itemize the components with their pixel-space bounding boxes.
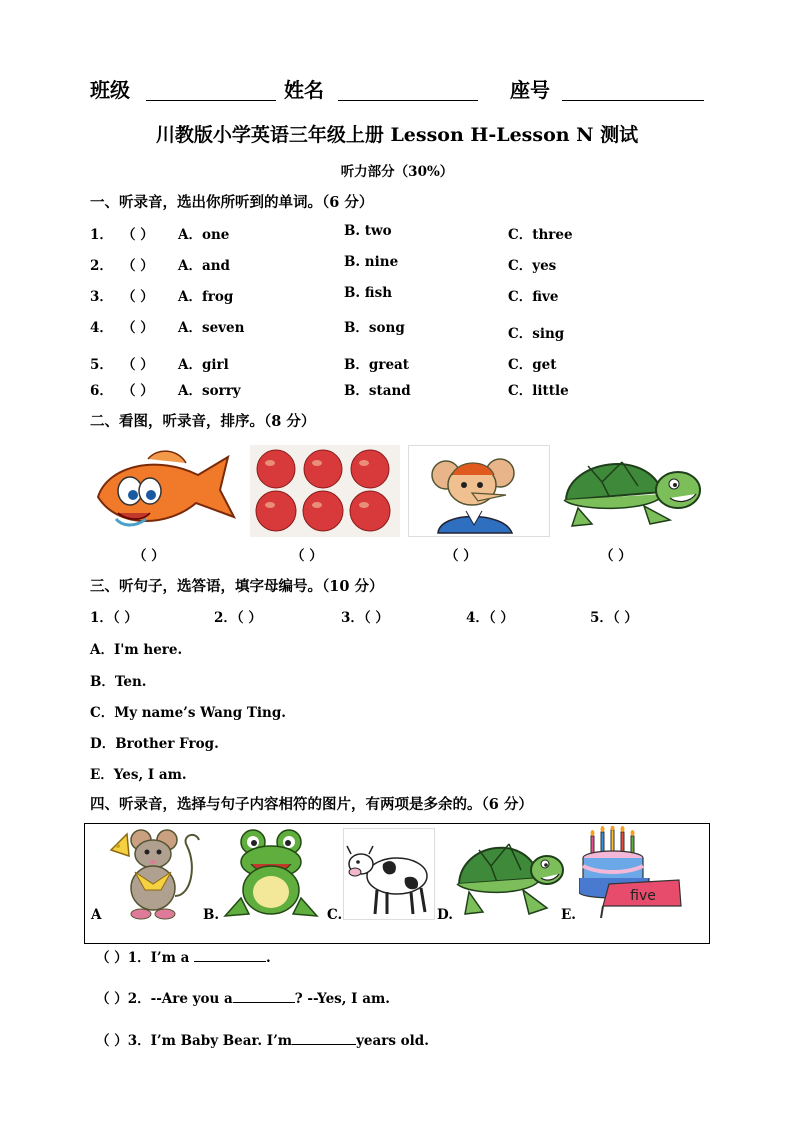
answer-blank-2[interactable]: 2．（ ）	[214, 610, 262, 626]
answer-paren[interactable]: （ ）	[122, 289, 154, 305]
apples-picture	[250, 445, 400, 537]
sentence-text: 2．--Are you a	[127, 991, 233, 1007]
fill-blank[interactable]	[292, 1044, 356, 1045]
option-a: A．girl	[178, 357, 229, 373]
answer-paren[interactable]: （ ）	[96, 950, 128, 966]
picture-options-frame	[84, 823, 710, 944]
section3-option-e: E．Yes, I am.	[90, 767, 187, 783]
option-b: B．song	[344, 320, 405, 336]
sentence-text: ? --Yes, I am.	[294, 991, 390, 1007]
option-c: C．get	[508, 357, 557, 373]
class-blank[interactable]	[146, 100, 276, 101]
option-b: B. fish	[344, 285, 393, 301]
item-number: 1．	[90, 227, 113, 243]
cow-option-picture	[343, 828, 435, 920]
option-c: C．three	[508, 227, 573, 243]
answer-blank-5[interactable]: 5．（ ）	[590, 610, 638, 626]
section3-option-b: B．Ten.	[90, 674, 147, 690]
option-c: C．yes	[508, 258, 557, 274]
option-a: A．frog	[178, 289, 234, 305]
option-label-b: B.	[203, 907, 220, 923]
option-a: A．seven	[178, 320, 245, 336]
answer-paren[interactable]: （ ）	[96, 1033, 128, 1049]
answer-paren[interactable]: （ ）	[122, 357, 154, 373]
answer-blank-4[interactable]: 4．（ ）	[466, 610, 514, 626]
page-title: 川教版小学英语三年级上册 Lesson H-Lesson N 测试	[155, 124, 639, 146]
option-label-d: D.	[437, 907, 453, 923]
order-paren-1[interactable]: （ ）	[133, 548, 165, 564]
order-paren-2[interactable]: （ ）	[291, 548, 323, 564]
answer-blank-3[interactable]: 3．（ ）	[341, 610, 389, 626]
answer-paren[interactable]: （ ）	[122, 258, 154, 274]
section2-heading: 二、看图，听录音，排序。（8 分）	[90, 413, 316, 430]
option-a: A．and	[178, 258, 230, 274]
section1-heading: 一、听录音，选出你所听到的单词。（6 分）	[90, 194, 374, 211]
section4-sentence-1	[96, 946, 271, 966]
section3-option-c: C．My name’s Wang Ting.	[90, 705, 286, 721]
name-label: 姓名	[284, 78, 324, 102]
answer-paren[interactable]: （ ）	[96, 991, 128, 1007]
fish-picture	[88, 445, 238, 537]
option-label-e: E.	[561, 907, 576, 923]
sentence-text: 3．I’m Baby Bear. I’m	[127, 1033, 293, 1049]
section3-option-d: D．Brother Frog.	[90, 736, 219, 752]
option-b: B. nine	[344, 254, 399, 270]
cake-sign-text: five	[630, 888, 656, 904]
section4-sentence-3	[96, 1029, 429, 1049]
option-label-c: C.	[327, 907, 343, 923]
name-blank[interactable]	[338, 100, 478, 101]
turtle-picture	[558, 442, 708, 538]
option-c: C．five	[508, 289, 559, 305]
answer-blank-1[interactable]: 1．（ ）	[90, 610, 138, 626]
option-b: B．great	[344, 357, 410, 373]
turtle-option-picture	[453, 826, 565, 922]
sentence-text: years old.	[356, 1033, 429, 1049]
mouse-option-picture	[101, 826, 205, 922]
section4-heading: 四、听录音，选择与句子内容相符的图片，有两项是多余的。（6 分）	[90, 796, 533, 813]
seat-label: 座号	[510, 78, 550, 102]
answer-paren[interactable]: （ ）	[122, 383, 154, 399]
item-number: 5．	[90, 357, 113, 373]
class-label: 班级	[90, 78, 130, 102]
item-number: 3．	[90, 289, 113, 305]
option-a: A．one	[178, 227, 230, 243]
section3-option-a: A．I'm here.	[90, 642, 183, 658]
order-paren-3[interactable]: （ ）	[445, 548, 477, 564]
answer-paren[interactable]: （ ）	[122, 320, 154, 336]
section3-heading: 三、听句子，选答语，填字母编号。（10 分）	[90, 578, 384, 595]
option-b: B. two	[344, 223, 392, 239]
option-b: B．stand	[344, 383, 411, 399]
sentence-text: .	[266, 950, 271, 966]
item-number: 2．	[90, 258, 113, 274]
option-c: C．little	[508, 383, 569, 399]
order-paren-4[interactable]: （ ）	[600, 548, 632, 564]
section4-sentence-2	[96, 987, 390, 1007]
option-c: C．sing	[508, 326, 565, 342]
answer-paren[interactable]: （ ）	[122, 227, 154, 243]
sentence-text: 1．I’m a	[127, 950, 195, 966]
cake-option-picture	[579, 826, 691, 922]
frog-option-picture	[219, 826, 323, 922]
mouse-picture	[408, 445, 550, 537]
fill-blank[interactable]	[233, 1002, 295, 1003]
listening-subtitle: 听力部分（30%）	[340, 164, 454, 180]
option-label-a: A	[91, 907, 102, 923]
seat-blank[interactable]	[562, 100, 704, 101]
item-number: 4．	[90, 320, 113, 336]
option-a: A．sorry	[178, 383, 241, 399]
fill-blank[interactable]	[194, 961, 266, 962]
item-number: 6．	[90, 383, 113, 399]
